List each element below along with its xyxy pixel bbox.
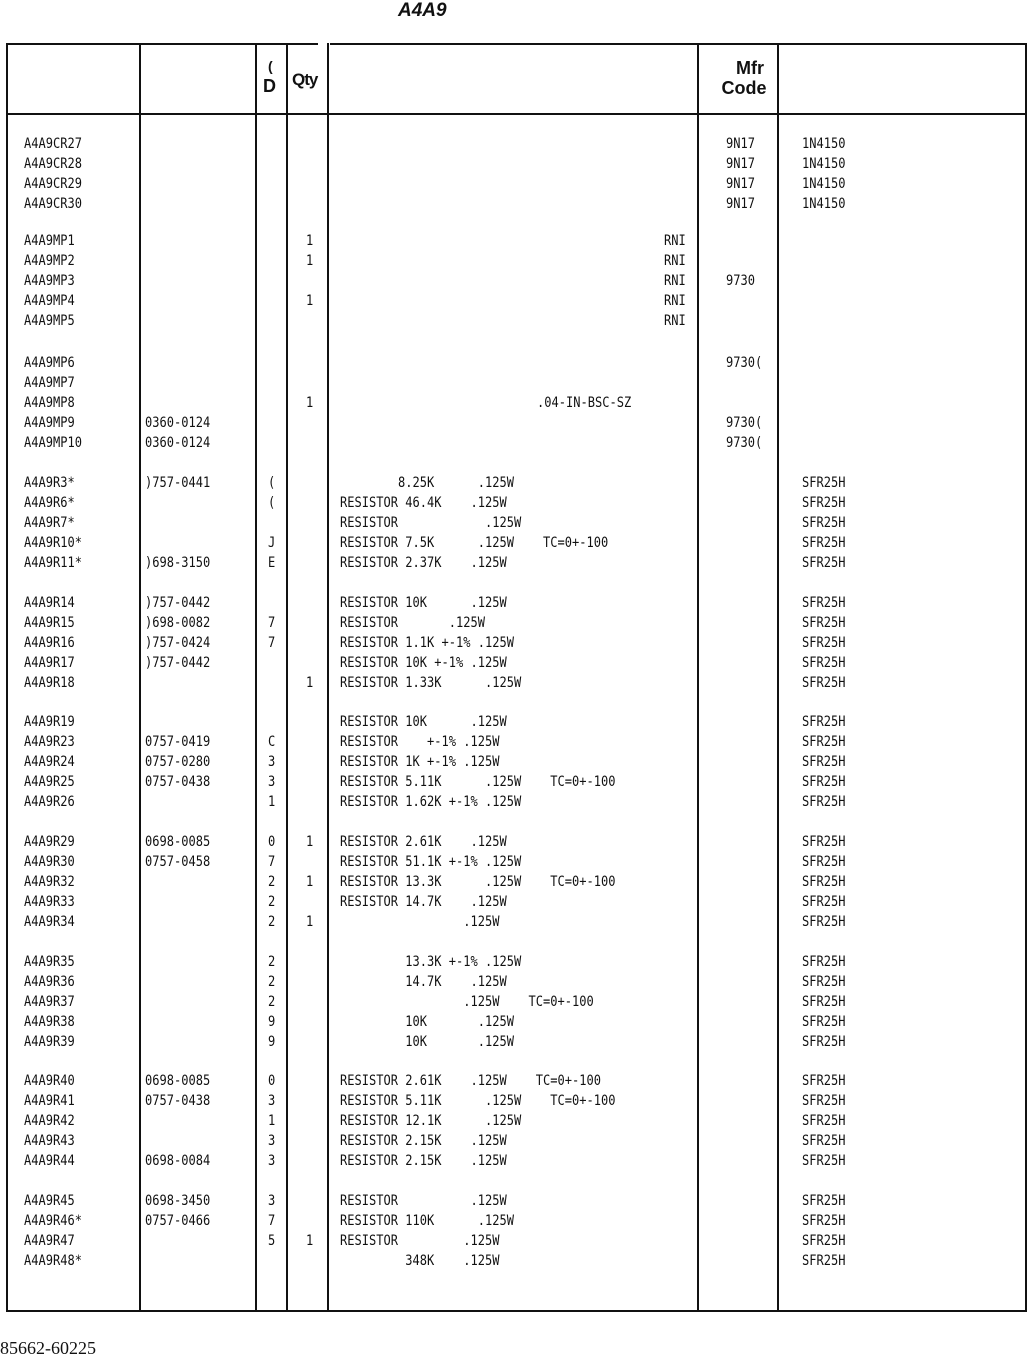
cell-mfr: 9N17	[726, 136, 755, 152]
cell-cd: 3	[268, 1092, 276, 1109]
cell-ref: A4A9R17	[24, 654, 75, 671]
cell-cd: C	[268, 733, 276, 750]
cell-ref: A4A9R33	[24, 893, 75, 910]
cell-mfrpn: SFR25H	[802, 1212, 846, 1229]
cell-ref: A4A9R19	[24, 714, 75, 730]
cell-ref: A4A9R16	[24, 634, 75, 651]
cell-mfrpn: SFR25H	[802, 1033, 846, 1050]
cell-qty: 1	[306, 1232, 314, 1249]
cell-qty: 1	[306, 834, 314, 850]
cell-mfrpn: 1N4150	[802, 155, 846, 172]
cell-desc: .125W	[340, 913, 500, 930]
cell-desc: .04-IN-BSC-SZ	[537, 394, 632, 411]
cell-ref: A4A9R36	[24, 973, 75, 990]
cell-part: 0698-0085	[145, 1073, 211, 1089]
cell-mfrpn: SFR25H	[802, 793, 846, 810]
cell-desc: RESISTOR 1.1K +-1% .125W	[340, 634, 514, 651]
cell-cd: 2	[268, 954, 276, 970]
cell-ref: A4A9CR29	[24, 175, 82, 192]
cell-cd: 3	[268, 753, 276, 770]
cell-desc: RESISTOR 5.11K .125W TC=0+-100	[340, 1092, 616, 1109]
cell-mfrpn: SFR25H	[802, 554, 846, 571]
cell-ref: A4A9R24	[24, 753, 75, 770]
cell-cd: 7	[268, 1212, 276, 1229]
cell-mfrpn: SFR25H	[802, 1092, 846, 1109]
cell-ref: A4A9MP3	[24, 272, 75, 289]
cell-ref: A4A9MP4	[24, 292, 75, 309]
cell-ref: A4A9CR28	[24, 155, 82, 172]
cell-mfrpn: SFR25H	[802, 753, 846, 770]
cell-mfrpn: SFR25H	[802, 913, 846, 930]
cell-desc: RNI	[664, 233, 686, 249]
cell-cd: E	[268, 554, 276, 571]
cell-ref: A4A9R43	[24, 1132, 75, 1149]
cell-mfrpn: 1N4150	[802, 195, 846, 212]
cell-mfrpn: SFR25H	[802, 714, 846, 730]
cell-ref: A4A9R32	[24, 873, 75, 890]
cell-desc: RNI	[664, 272, 686, 289]
cell-desc: 14.7K .125W	[340, 973, 507, 990]
cell-cd: 2	[268, 893, 276, 910]
header-qty: Qty	[292, 70, 318, 89]
cell-desc: RESISTOR 10K +-1% .125W	[340, 654, 507, 671]
cell-cd: 3	[268, 773, 276, 790]
col-rule-mfr	[697, 43, 699, 1312]
cell-cd: 1	[268, 793, 276, 810]
cell-desc: RESISTOR .125W	[340, 1232, 500, 1249]
cell-cd: 0	[268, 834, 276, 850]
cell-part: 0698-0084	[145, 1152, 211, 1169]
cell-mfrpn: SFR25H	[802, 873, 846, 890]
cell-desc: RESISTOR .125W	[340, 1193, 507, 1209]
cell-mfr: 9730(	[726, 414, 763, 431]
cell-qty: 1	[306, 233, 314, 249]
cell-mfrpn: SFR25H	[802, 1073, 846, 1089]
cell-part: )757-0424	[145, 634, 211, 651]
cell-cd: 1	[268, 1112, 276, 1129]
cell-part: 0757-0280	[145, 753, 211, 770]
cell-ref: A4A9R44	[24, 1152, 75, 1169]
cell-mfrpn: 1N4150	[802, 136, 846, 152]
cell-ref: A4A9R47	[24, 1232, 75, 1249]
header-mfr-line2: Code	[721, 78, 767, 98]
cell-part: 0757-0458	[145, 853, 211, 870]
cell-part: 0360-0124	[145, 414, 211, 431]
cell-qty: 1	[306, 873, 314, 890]
cell-ref: A4A9MP7	[24, 374, 75, 391]
cell-mfrpn: SFR25H	[802, 514, 846, 531]
cell-mfrpn: SFR25H	[802, 634, 846, 651]
cell-desc: RESISTOR 46.4K .125W	[340, 494, 507, 511]
cell-mfrpn: SFR25H	[802, 475, 846, 491]
cell-cd: 2	[268, 993, 276, 1010]
header-mfr-code	[718, 58, 782, 98]
cell-mfrpn: SFR25H	[802, 494, 846, 511]
cell-part: 0757-0438	[145, 773, 211, 790]
cell-mfrpn: SFR25H	[802, 834, 846, 850]
cell-mfrpn: SFR25H	[802, 1013, 846, 1030]
cell-qty: 1	[306, 252, 314, 269]
col-rule-cd	[255, 43, 257, 1312]
cell-ref: A4A9R10*	[24, 534, 82, 551]
cell-ref: A4A9CR30	[24, 195, 82, 212]
cell-cd: 3	[268, 1152, 276, 1169]
cell-qty: 1	[306, 674, 314, 691]
cell-cd: J	[268, 534, 276, 551]
cell-part: 0757-0438	[145, 1092, 211, 1109]
cell-desc: RESISTOR 1.33K .125W	[340, 674, 522, 691]
cell-part: 0698-3450	[145, 1193, 211, 1209]
cell-ref: A4A9MP8	[24, 394, 75, 411]
cell-desc: 10K .125W	[340, 1013, 514, 1030]
cell-desc: RESISTOR 2.61K .125W	[340, 834, 507, 850]
cell-cd: 2	[268, 973, 276, 990]
cell-part: )698-0082	[145, 614, 211, 631]
cell-part: 0698-0085	[145, 834, 211, 850]
cell-desc: RESISTOR +-1% .125W	[340, 733, 500, 750]
cell-cd: 2	[268, 913, 276, 930]
cell-mfr: 9N17	[726, 155, 755, 172]
cell-ref: A4A9R40	[24, 1073, 75, 1089]
col-rule-mfrpn	[777, 43, 779, 1312]
cell-mfrpn: SFR25H	[802, 1152, 846, 1169]
cell-ref: A4A9MP10	[24, 434, 82, 451]
cell-ref: A4A9R37	[24, 993, 75, 1010]
cell-mfrpn: SFR25H	[802, 534, 846, 551]
cell-desc: RESISTOR 2.37K .125W	[340, 554, 507, 571]
col-rule-part	[139, 43, 141, 1312]
cell-part: )698-3150	[145, 554, 211, 571]
cell-cd: 9	[268, 1013, 276, 1030]
cell-desc: RESISTOR 12.1K .125W	[340, 1112, 522, 1129]
col-rule-qty	[286, 43, 288, 1312]
cell-desc: RESISTOR 1.62K +-1% .125W	[340, 793, 522, 810]
cell-desc: RESISTOR 5.11K .125W TC=0+-100	[340, 773, 616, 790]
cell-ref: A4A9R48*	[24, 1252, 82, 1269]
cell-qty: 1	[306, 292, 314, 309]
cell-ref: A4A9R41	[24, 1092, 75, 1109]
cell-ref: A4A9R29	[24, 834, 75, 850]
cell-ref: A4A9R34	[24, 913, 75, 930]
cell-mfrpn: SFR25H	[802, 1132, 846, 1149]
cell-cd: 3	[268, 1193, 276, 1209]
cell-ref: A4A9R39	[24, 1033, 75, 1050]
cell-desc: RESISTOR 51.1K +-1% .125W	[340, 853, 522, 870]
header-cd-top: (	[268, 58, 273, 74]
cell-mfrpn: SFR25H	[802, 614, 846, 631]
cell-ref: A4A9R38	[24, 1013, 75, 1030]
cell-part: )757-0441	[145, 475, 211, 491]
cell-ref: A4A9MP6	[24, 355, 75, 371]
cell-ref: A4A9R7*	[24, 514, 75, 531]
cell-ref: A4A9R6*	[24, 494, 75, 511]
cell-mfrpn: SFR25H	[802, 893, 846, 910]
cell-mfr: 9730(	[726, 355, 763, 371]
cell-part: 0757-0419	[145, 733, 211, 750]
cell-mfrpn: SFR25H	[802, 654, 846, 671]
cell-mfrpn: 1N4150	[802, 175, 846, 192]
cell-desc: 13.3K +-1% .125W	[340, 954, 522, 970]
cell-ref: A4A9R11*	[24, 554, 82, 571]
cell-desc: RESISTOR 10K .125W	[340, 595, 507, 611]
cell-ref: A4A9R30	[24, 853, 75, 870]
cell-desc: 348K .125W	[340, 1252, 500, 1269]
cell-desc: RESISTOR 2.15K .125W	[340, 1152, 507, 1169]
col-rule-left	[6, 43, 8, 1312]
table-bottom-rule	[6, 1310, 1027, 1312]
cell-ref: A4A9R26	[24, 793, 75, 810]
cell-ref: A4A9MP2	[24, 252, 75, 269]
cell-desc: .125W TC=0+-100	[340, 993, 594, 1010]
cell-mfrpn: SFR25H	[802, 733, 846, 750]
cell-ref: A4A9R18	[24, 674, 75, 691]
cell-cd: 2	[268, 873, 276, 890]
cell-desc: 10K .125W	[340, 1033, 514, 1050]
cell-cd: (	[268, 494, 276, 511]
cell-cd: 5	[268, 1232, 276, 1249]
cell-desc: RNI	[664, 292, 686, 309]
cell-mfr: 9N17	[726, 195, 755, 212]
cell-cd: 9	[268, 1033, 276, 1050]
cell-desc: RESISTOR 13.3K .125W TC=0+-100	[340, 873, 616, 890]
cell-ref: A4A9R42	[24, 1112, 75, 1129]
cell-mfrpn: SFR25H	[802, 1112, 846, 1129]
cell-ref: A4A9R35	[24, 954, 75, 970]
table-top-rule	[6, 43, 318, 45]
cell-ref: A4A9R45	[24, 1193, 75, 1209]
cell-cd: 7	[268, 614, 276, 631]
col-rule-desc	[327, 43, 329, 1312]
cell-desc: RESISTOR 2.61K .125W TC=0+-100	[340, 1073, 601, 1089]
cell-mfrpn: SFR25H	[802, 853, 846, 870]
cell-mfrpn: SFR25H	[802, 1193, 846, 1209]
header-rule	[6, 113, 1027, 115]
cell-ref: A4A9R15	[24, 614, 75, 631]
cell-ref: A4A9R3*	[24, 475, 75, 491]
cell-desc: RESISTOR 14.7K .125W	[340, 893, 507, 910]
cell-mfr: 9N17	[726, 175, 755, 192]
table-top-rule-right	[330, 43, 1027, 45]
cell-part: 0360-0124	[145, 434, 211, 451]
cell-cd: 3	[268, 1132, 276, 1149]
cell-ref: A4A9R23	[24, 733, 75, 750]
page-footer-number: 85662-60225	[0, 1338, 96, 1358]
cell-mfrpn: SFR25H	[802, 1252, 846, 1269]
cell-ref: A4A9CR27	[24, 136, 82, 152]
cell-desc: RNI	[664, 312, 686, 329]
header-cd: D	[263, 76, 276, 96]
cell-mfr: 9730	[726, 272, 755, 289]
cell-desc: 8.25K .125W	[340, 475, 514, 491]
cell-mfrpn: SFR25H	[802, 674, 846, 691]
cell-cd: (	[268, 475, 276, 491]
cell-ref: A4A9MP1	[24, 233, 75, 249]
cell-desc: RESISTOR .125W	[340, 614, 485, 631]
cell-mfrpn: SFR25H	[802, 954, 846, 970]
cell-desc: RESISTOR 7.5K .125W TC=0+-100	[340, 534, 609, 551]
cell-part: )757-0442	[145, 654, 211, 671]
page-title: A4A9	[398, 0, 447, 21]
cell-qty: 1	[306, 913, 314, 930]
cell-cd: 7	[268, 853, 276, 870]
cell-desc: RESISTOR 10K .125W	[340, 714, 507, 730]
cell-mfr: 9730(	[726, 434, 763, 451]
cell-mfrpn: SFR25H	[802, 973, 846, 990]
cell-mfrpn: SFR25H	[802, 773, 846, 790]
cell-desc: RESISTOR .125W	[340, 514, 522, 531]
cell-ref: A4A9MP5	[24, 312, 75, 329]
cell-mfrpn: SFR25H	[802, 1232, 846, 1249]
cell-cd: 7	[268, 634, 276, 651]
cell-ref: A4A9MP9	[24, 414, 75, 431]
cell-qty: 1	[306, 394, 314, 411]
col-rule-right	[1025, 43, 1027, 1312]
cell-ref: A4A9R25	[24, 773, 75, 790]
cell-desc: RESISTOR 1K +-1% .125W	[340, 753, 500, 770]
header-mfr-line1: Mfr	[736, 58, 764, 78]
cell-ref: A4A9R46*	[24, 1212, 82, 1229]
cell-desc: RESISTOR 2.15K .125W	[340, 1132, 507, 1149]
cell-ref: A4A9R14	[24, 595, 75, 611]
cell-mfrpn: SFR25H	[802, 595, 846, 611]
cell-cd: 0	[268, 1073, 276, 1089]
cell-mfrpn: SFR25H	[802, 993, 846, 1010]
cell-desc: RNI	[664, 252, 686, 269]
cell-part: 0757-0466	[145, 1212, 211, 1229]
cell-desc: RESISTOR 110K .125W	[340, 1212, 514, 1229]
cell-part: )757-0442	[145, 595, 211, 611]
